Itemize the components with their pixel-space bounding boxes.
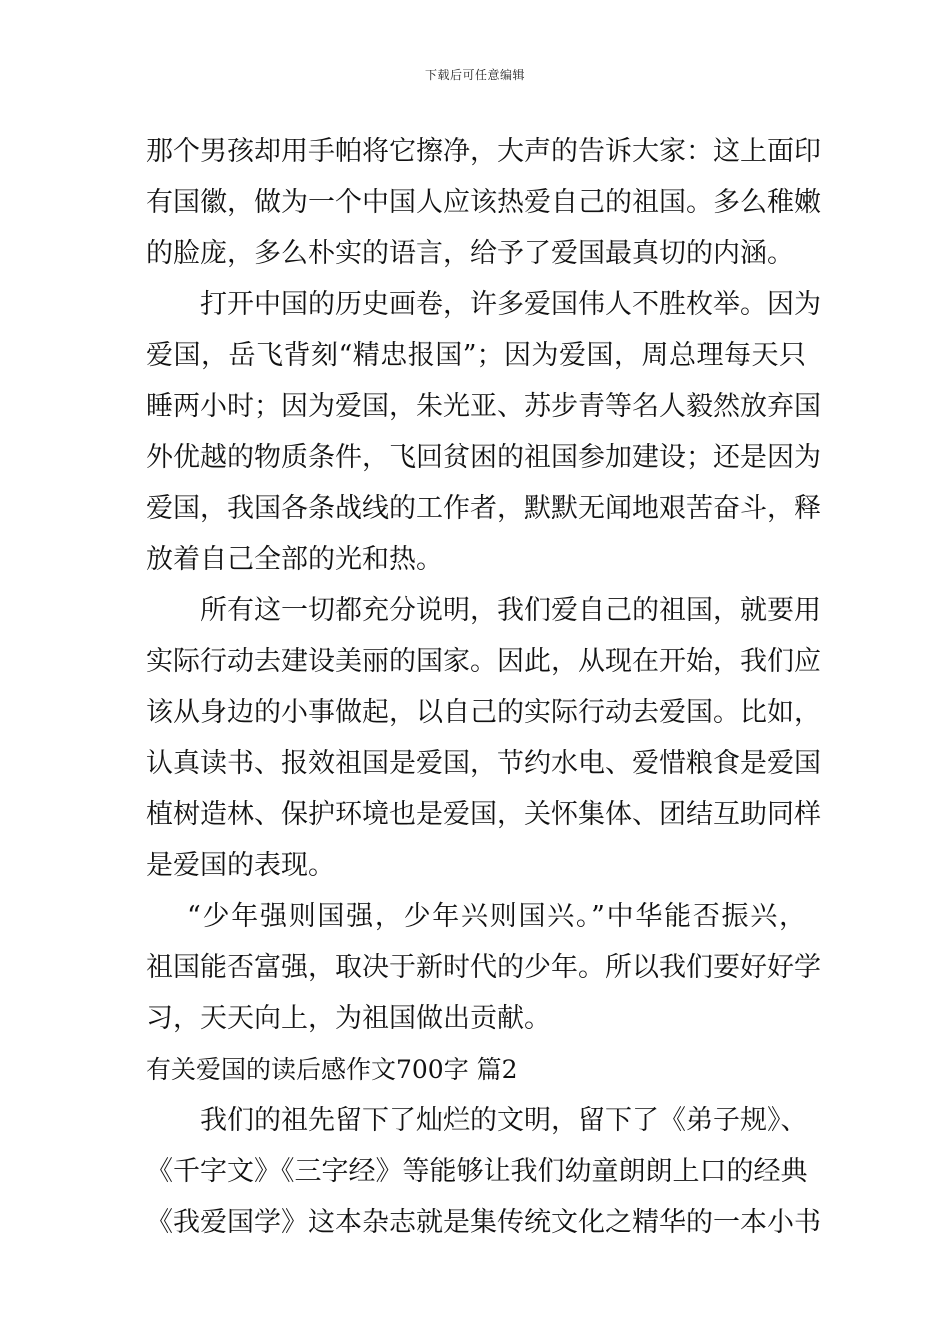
document-body bbox=[146, 126, 821, 1248]
text-line: 的脸庞，多么朴实的语言，给予了爱国最真切的内涵。 bbox=[146, 238, 794, 269]
text-line: 祖国能否富强，取决于新时代的少年。所以我们要好好学 bbox=[146, 952, 821, 983]
text-line: 认真读书、报效祖国是爱国，节约水电、爱惜粮食是爱国 bbox=[146, 748, 821, 779]
text-line: 睡两小时；因为爱国，朱光亚、苏步青等名人毅然放弃国 bbox=[146, 391, 821, 422]
text-line: 放着自己全部的光和热。 bbox=[146, 544, 443, 575]
paragraph-start-line: 打开中国的历史画卷，许多爱国伟人不胜枚举。因为 bbox=[200, 289, 821, 320]
text-line: 实际行动去建设美丽的国家。因此，从现在开始，我们应 bbox=[146, 646, 821, 677]
text-line: 植树造林、保护环境也是爱国，关怀集体、团结互助同样 bbox=[146, 799, 821, 830]
paragraph-start-line: “少年强则国强，少年兴则国兴。”中华能否振兴， bbox=[187, 901, 806, 932]
text-line: 爱国，我国各条战线的工作者，默默无闻地艰苦奋斗，释 bbox=[146, 493, 821, 524]
text-line: 该从身边的小事做起，以自己的实际行动去爱国。比如， bbox=[146, 697, 821, 728]
text-line: 是爱国的表现。 bbox=[146, 850, 335, 881]
paragraph-start-line: 所有这一切都充分说明，我们爱自己的祖国，就要用 bbox=[200, 595, 821, 626]
text-line: 外优越的物质条件，飞回贫困的祖国参加建设；还是因为 bbox=[146, 442, 821, 473]
text-line: 《千字文》《三字经》等能够让我们幼童朗朗上口的经典 bbox=[146, 1156, 808, 1187]
section-heading: 有关爱国的读后感作文700字 篇2 bbox=[146, 1055, 518, 1084]
text-line: 爱国，岳飞背刻“精忠报国”；因为爱国，周总理每天只 bbox=[146, 340, 806, 371]
text-line: 《我爱国学》这本杂志就是集传统文化之精华的一本小书 bbox=[146, 1207, 821, 1238]
page-header: 下载后可任意编辑 bbox=[424, 68, 525, 82]
text-line: 那个男孩却用手帕将它擦净，大声的告诉大家：这上面印 bbox=[146, 136, 821, 167]
text-line: 习，天天向上，为祖国做出贡献。 bbox=[146, 1003, 551, 1034]
paragraph-start-line: 我们的祖先留下了灿烂的文明，留下了《弟子规》、 bbox=[200, 1105, 808, 1136]
text-line: 有国徽，做为一个中国人应该热爱自己的祖国。多么稚嫩 bbox=[146, 187, 821, 218]
